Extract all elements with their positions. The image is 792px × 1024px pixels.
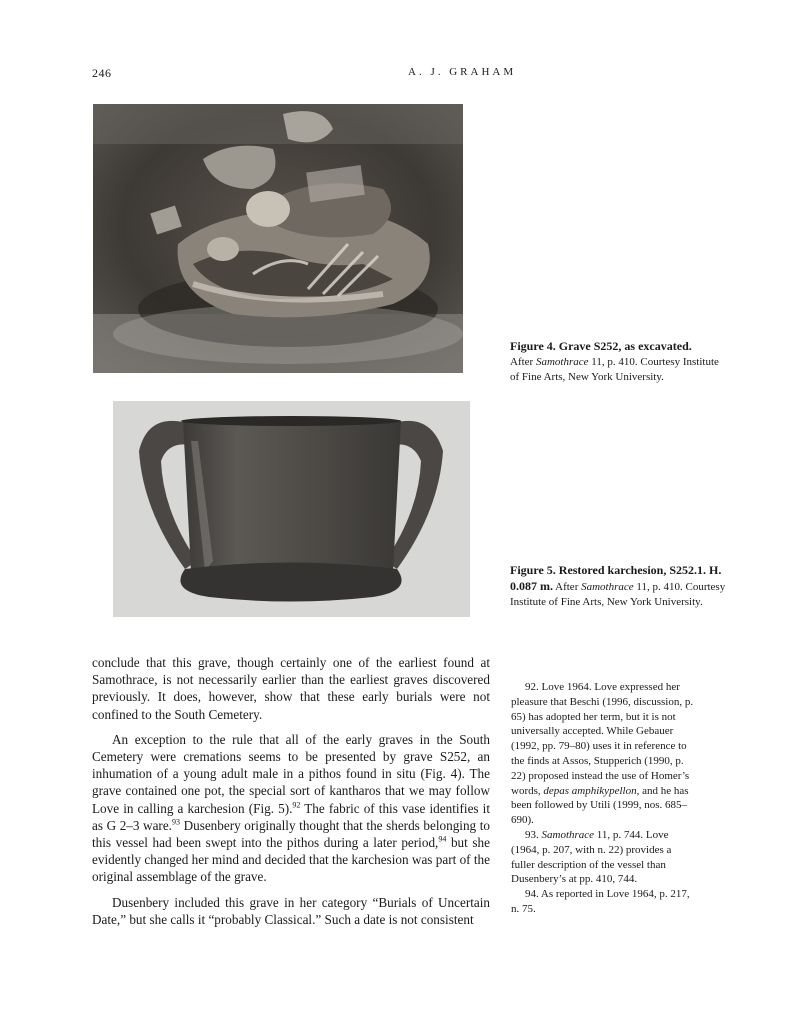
footnote-92: [511, 680, 696, 828]
footnote-ref-92[interactable]: 92: [292, 800, 301, 810]
body-paragraph-2-part-a: An exception to the rule that all of the early graves in the South Cemetery were cremations seems to be presented by grave S252, an inhumation of a young adult male in a pithos found in situ (Fig. 4). The grave contained one pot, the special sort of kantharos that we may follow Love in calling a karchesion (Fig. 5).: [92, 731, 490, 816]
body-paragraph-2-part-b: The fabric of this vase identifies it as G 2–3 ware.: [92, 800, 490, 833]
footnote-93-italic: Samothrace: [541, 828, 595, 841]
figure-5-photo: [113, 401, 470, 617]
body-paragraph-2-part-c: Dusenbery originally thought that the sherds belonging to this vessel had been swept into the pithos during a later period,: [92, 817, 490, 851]
figure-5-caption: [510, 563, 730, 610]
figure-5-source-rest: 11, p. 410. Courtesy Institute of Fine Arts, New York University.: [510, 581, 726, 608]
figure-5-source-prefix: After: [553, 581, 582, 593]
figure-4-photo: [93, 104, 463, 373]
body-paragraph-2-part-d: but she evidently changed her mind and decided that the karchesion was part of the original assemblage of the grave.: [92, 835, 491, 885]
footnote-ref-93[interactable]: 93: [171, 817, 180, 827]
footnote-92-part-b: and he has been followed by Utili (1999, nos. 685–690).: [511, 784, 689, 827]
figure-4-title: Figure 4. Grave S252, as excavated.: [510, 339, 692, 353]
footnotes: [511, 680, 696, 917]
page-number: 246: [92, 66, 112, 80]
figure-4-source-rest: 11, p. 410. Courtesy Institute of Fine Arts, New York University.: [510, 356, 719, 383]
figure-4-source-italic: Samothrace: [535, 356, 589, 368]
footnote-93-part-a: 93.: [525, 828, 542, 841]
footnote-93-part-b: 11, p. 744. Love (1964, p. 207, with n. 22) provides a fuller description of the vessel than Dusenbery’s at pp. 410, 744.: [511, 828, 672, 886]
figure-4-caption: [510, 339, 730, 385]
body-paragraph-1: conclude that this grave, though certainly one of the earliest found at Samothrace, is not necessarily earlier than the earliest graves discovered previously. It does, however, show that these early burials were not confined to the South Cemetery.: [92, 655, 490, 722]
body-paragraph-2: [92, 731, 490, 886]
footnote-92-italic: depas amphikypellon,: [543, 784, 640, 797]
body-paragraph-3: Dusenbery included this grave in her category “Burials of Uncertain Date,” but she calls it “probably Classical.” Such a date is not consistent: [92, 894, 490, 927]
footnote-94: 94. As reported in Love 1964, p. 217, n. 75.: [511, 888, 690, 915]
figure-5-source-italic: Samothrace: [581, 581, 634, 593]
footnote-92-part-a: 92. Love 1964. Love expressed her pleasure that Beschi (1996, discussion, p. 65) has adopted her term, but it is not universally accepted. While Gebauer (1992, pp. 79–80) uses it in reference to the finds at Assos, Stupperich (1990, p. 22) proposed instead the use of Homer’s words,: [511, 681, 694, 797]
main-text: [92, 654, 490, 928]
running-head: A. J. GRAHAM: [408, 66, 517, 78]
figure-4-source-prefix: After: [510, 356, 536, 368]
figure-5-title: Figure 5. Restored karchesion, S252.1. H. 0.087 m.: [510, 563, 722, 593]
footnote-ref-94[interactable]: 94: [438, 834, 447, 844]
footnote-93: [511, 828, 696, 887]
